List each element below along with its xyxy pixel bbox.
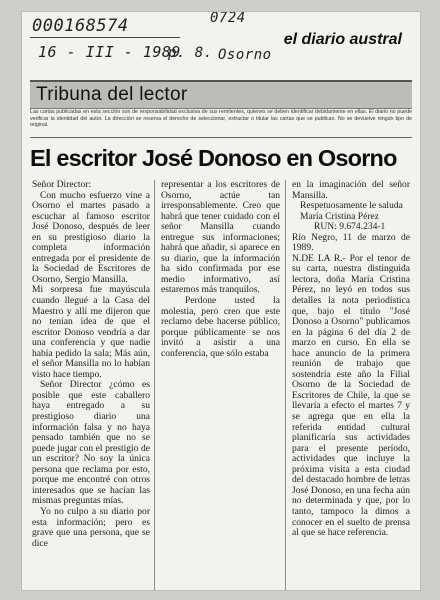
newspaper-clipping [22,12,420,590]
editor-note: N.DE LA R.- Por el tenor de su carta, nuestra distinguida lectora, doña María Cristina Pérez, no leyó en todos sus detalles la nota periodística que, bajo el título "José Donoso a Osorno" publicamos en la página 6 del día 2 de marzo en curso. En ella se hace anuncio de la primera reunión de trabajo que sostendría este año la Filial Osorno de la Sociedad de Escritores de Chile, la que se llevaría a efecto el martes 7 y se agrega que en ella la referida entidad cultural planificaría sus actividades para el presente período, actividades que incluye la próxima visita a esta ciudad del destacado hombre de letras José Donoso, en una fecha aún no determinada y que, por lo tanto, tampoco la dimos a conocer en el suelto de prensa al que se hace referencia. [292,252,410,539]
section-banner [30,80,412,109]
paragraph: Con mucho esfuerzo vine a Osorno el martes pasado a escuchar al famoso escritor José Donoso, después de leer en su prestigioso diario la completa información entregada por el presidente de la Sociedad de Escritores de Osorno, Sergio Mansilla. [32,189,150,285]
date-stamp: 16 - III - 1989 [38,43,181,61]
dateline: Río Negro, 11 de marzo de 1989. [292,231,410,254]
paragraph: en la imaginación del señor Mansilla. [292,179,410,201]
page-stamp: p. 8. [168,45,213,61]
paragraph: Mi sorpresa fue mayúscula cuando llegué a la Casa del Maestro y allí me dijeron que no tenían idea de que el escritor Donoso vendría a dar una conferencia y que nadie había pedido la sala; Más aún, el señor Mansilla no lo habían visto hace tiempo. [32,284,150,380]
archive-code-stamp: 0724 [210,12,246,26]
paragraph: representar a los escritores de Osorno, actúe tan irresponsablemente. Creo que habrá que tener cuidado con el señor Mansilla cuando entregue sus informaciones; habrá que añadir, si aparece en su diario, que la información ha sido confirmada por ese medio informativo, así estaremos más tranquilos. [161,179,280,296]
section-title: Tribuna del lector [36,84,188,105]
closing: Respetuosamente le saluda [300,200,403,212]
column-divider [154,180,155,590]
article-column-1 [32,180,150,549]
signature: María Cristina Pérez [300,210,379,222]
section-notice: Las cartas publicadas en esta sección son de responsabilidad exclusiva de sus remitentes, quienes se deben identificar debidamente en ellas. El diario no puede verificar la identidad del autor. La dirección se reserva el derecho de seleccionar, extractar o titular las cartas que se publican. No se devuelve ningún tipo de original. [30,109,412,129]
catalog-number-stamp: 000168574 [32,16,129,36]
paragraph: Yo no culpo a su diario por esta información; pero es grave que una persona, que se dice [32,505,150,549]
article-column-2 [161,180,280,359]
article-column-3 [292,180,410,539]
salutation: Señor Director: [32,179,92,190]
header-rule [30,137,412,138]
paragraph: Perdone usted la molestia, pero creo que este reclamo debe hacerse público, porque públicamente se nos invitó a asistir a una conferencia, que sólo estaba [161,295,280,359]
paragraph: Señor Director ¿cómo es posible que este caballero haya entregado a su prestigioso diario una información falsa y no haya pensado también que no se puede jugar con el prestigio de un escritor? No soy la única persona que reclama por esto, porque me encontré con otros interesados que se hacían las mismas preguntas mías. [32,379,150,507]
newspaper-masthead: el diario austral [283,31,402,48]
stamp-underline [30,37,180,38]
run-number: RUN: 9.674.234-1 [314,221,386,233]
city-stamp: Osorno [218,47,272,63]
article-headline: El escritor José Donoso en Osorno [30,145,397,171]
column-divider [285,180,286,590]
